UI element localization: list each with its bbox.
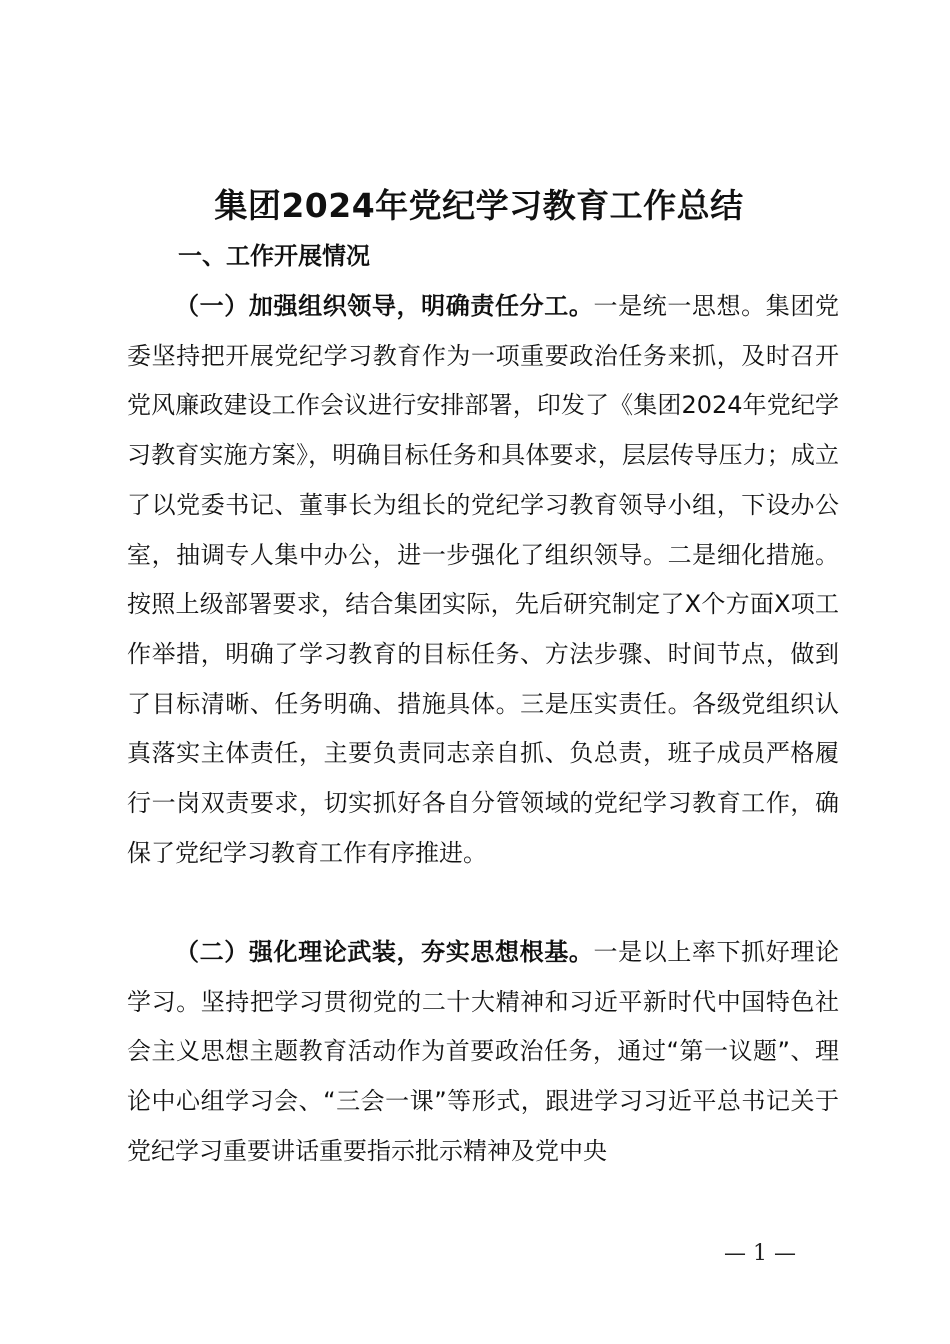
paragraph-1-text: 一是统一思想。集团党委坚持把开展党纪学习教育作为一项重要政治任务来抓，及时召开党风廉政建设工作会议进行安排部署，印发了《集团2024年党纪学习教育实施方案》，明确目标任务和具体要求，层层传导压力；成立了以党委书记、董事长为组长的党纪学习教育领导小组，下设办公室，抽调专人集中办公，进一步强化了组织领导。二是细化措施。按照上级部署要求，结合集团实际，先后研究制定了X个方面X项工作举措，明确了学习教育的目标任务、方法步骤、时间节点，做到了目标清晰、任务明确、措施具体。三是压实责任。各级党组织认真落实主体责任，主要负责同志亲自抓、负总责，班子成员严格履行一岗双责要求，切实抓好各自分管领域的党纪学习教育工作，确保了党纪学习教育工作有序推进。 bbox=[127, 292, 840, 867]
paragraph-1-lead: （一）加强组织领导，明确责任分工。 bbox=[175, 292, 594, 320]
document-title: 集团2024年党纪学习教育工作总结 bbox=[214, 186, 744, 225]
section-heading: 一、工作开展情况 bbox=[178, 242, 370, 270]
page-number: — 1 — bbox=[724, 1241, 796, 1266]
paragraph-2-text: 一是以上率下抓好理论学习。坚持把学习贯彻党的二十大精神和习近平新时代中国特色社会主义思想主题教育活动作为首要政治任务，通过“第一议题”、理论中心组学习会、“三会一课”等形式，跟进学习习近平总书记关于党纪学习重要讲话重要指示批示精神及党中央 bbox=[127, 938, 840, 1165]
paragraph-2-lead: （二）强化理论武装，夯实思想根基。 bbox=[175, 938, 594, 966]
paragraph-2 bbox=[127, 928, 839, 1177]
paragraph-1 bbox=[127, 282, 839, 878]
